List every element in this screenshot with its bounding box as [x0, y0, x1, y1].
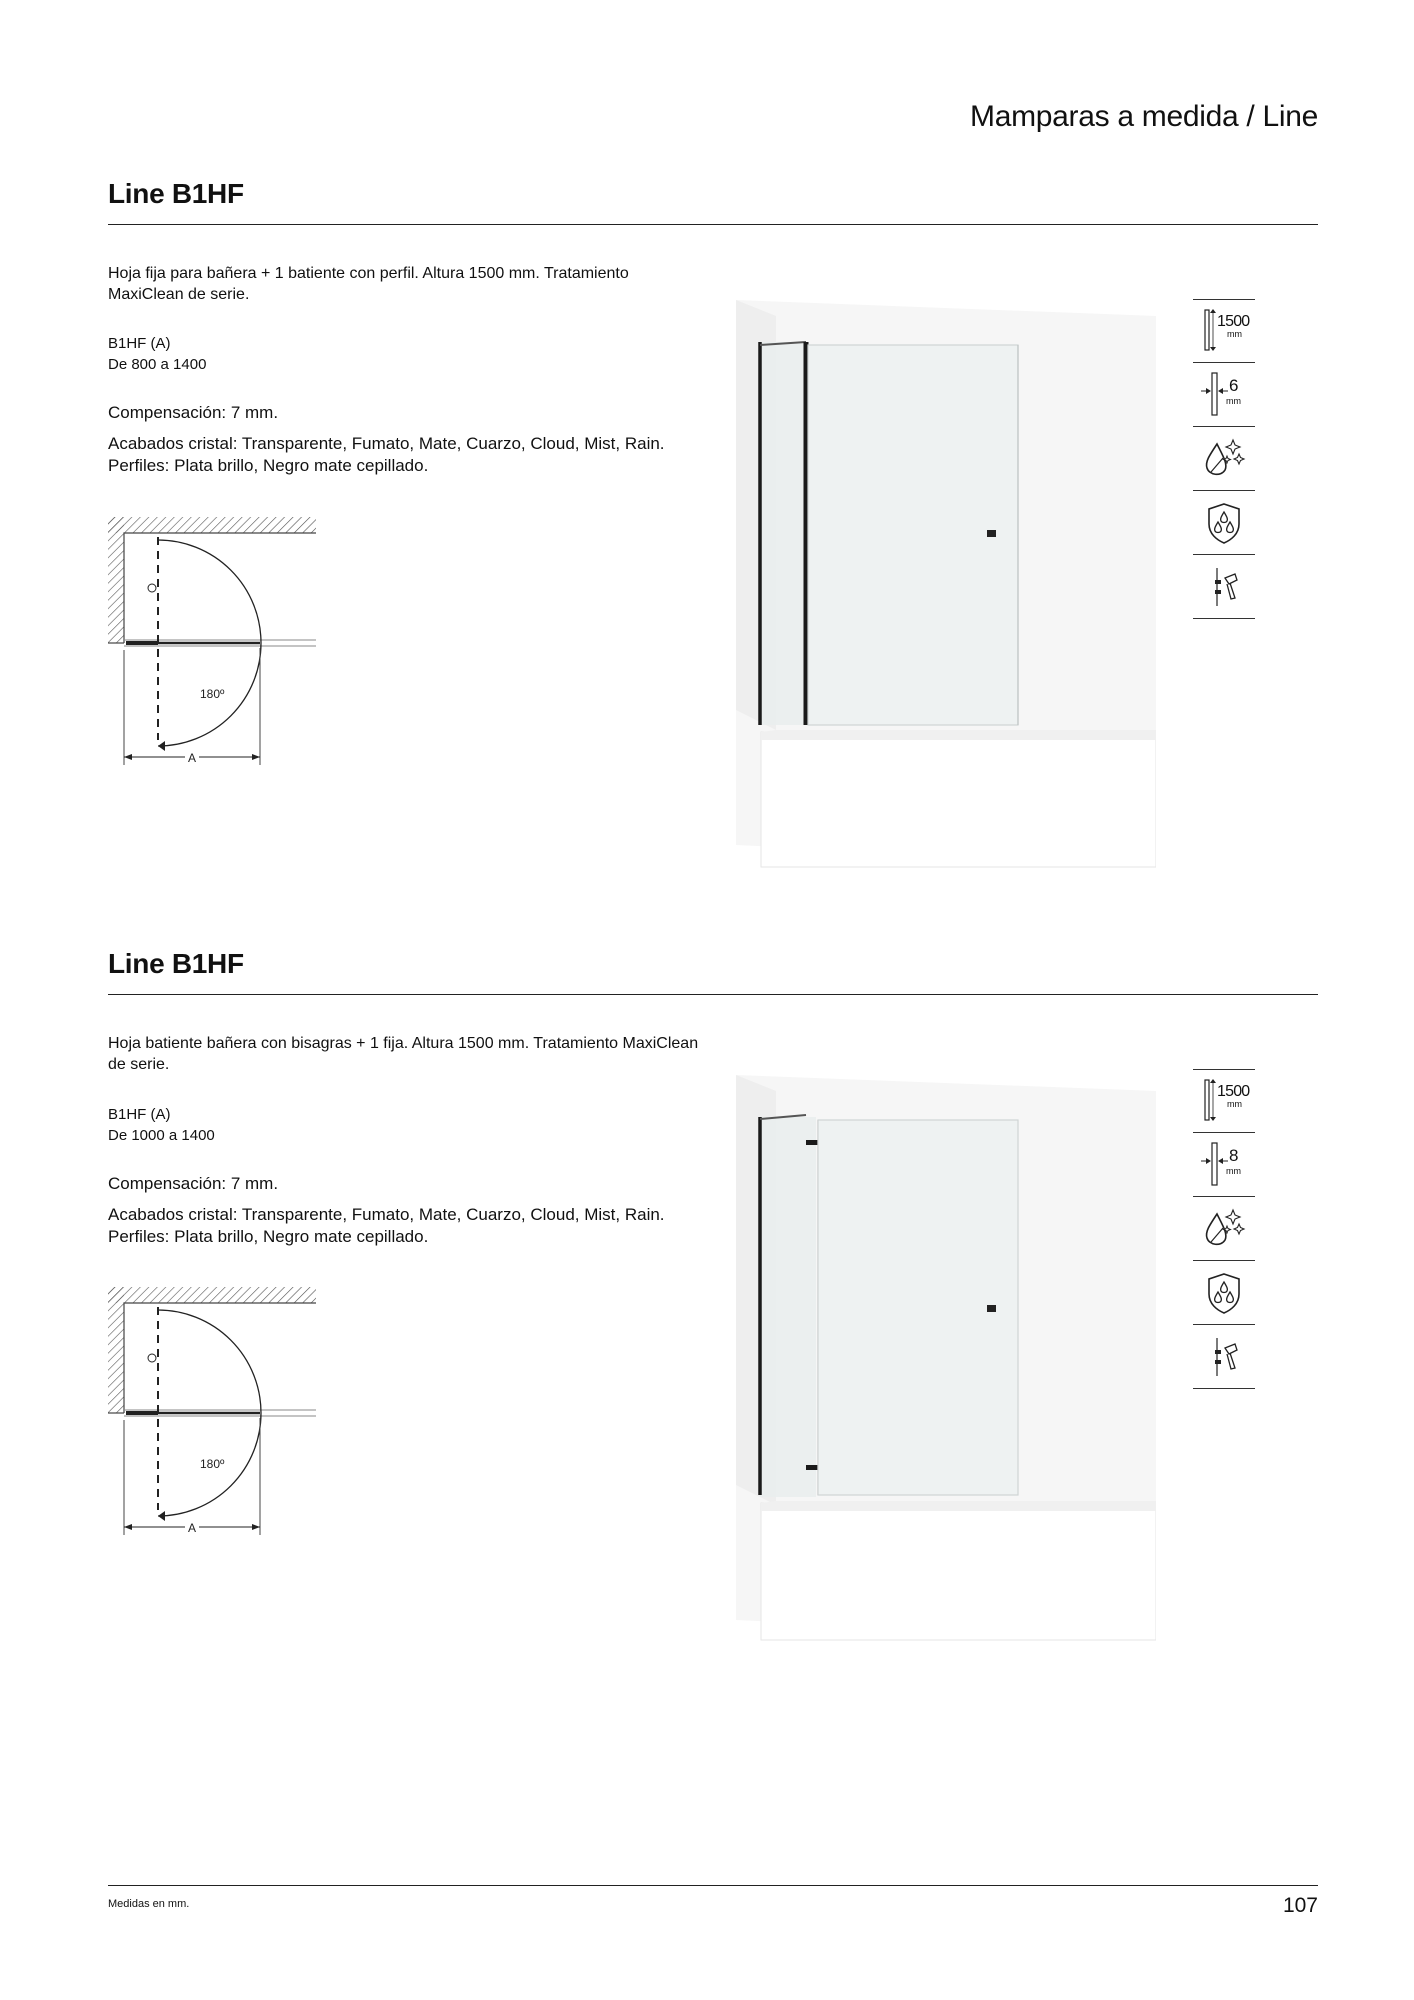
- thickness-value: 6: [1229, 376, 1239, 395]
- installation-spec: [1193, 1325, 1255, 1389]
- thickness-value: 8: [1229, 1146, 1239, 1165]
- product-photo: [736, 300, 1156, 870]
- height-icon: [1193, 1070, 1255, 1132]
- product-description: Hoja batiente bañera con bisagras + 1 fija. Altura 1500 mm. Tratamiento MaxiClean de serie.: [108, 1035, 699, 1073]
- glass-finishes-text: Acabados cristal: Transparente, Fumato, Mate, Cuarzo, Cloud, Mist, Rain.: [108, 434, 665, 453]
- profiles-text: Perfiles: Plata brillo, Negro mate cepillado.: [108, 456, 429, 475]
- model-range: De 1000 a 1400: [108, 1127, 215, 1144]
- height-unit: mm: [1227, 329, 1242, 339]
- model-code: B1HF (A): [108, 1106, 171, 1123]
- footer-note: Medidas en mm.: [108, 1898, 190, 1910]
- thickness-spec: [1193, 1133, 1255, 1197]
- maxiclean-icon: [1199, 1204, 1249, 1254]
- height-spec: [1193, 1069, 1255, 1133]
- dimension-label: A: [187, 1521, 197, 1535]
- section-title: Line B1HF: [108, 178, 244, 209]
- glass-thickness-icon: [1193, 363, 1255, 425]
- compensation-text: Compensación: 7 mm.: [108, 1174, 279, 1193]
- glass-thickness-icon: [1193, 1133, 1255, 1195]
- water-shield-icon: [1199, 498, 1249, 548]
- door-handle: [987, 1305, 996, 1312]
- model-range: De 800 a 1400: [108, 356, 207, 373]
- plan-diagram: [108, 1285, 318, 1535]
- maxiclean-spec: [1193, 1197, 1255, 1261]
- product-photo: [736, 1075, 1156, 1645]
- wall-hatch-side: [108, 1287, 124, 1413]
- wall-hatch-top: [108, 1287, 316, 1303]
- glass-finishes-text: Acabados cristal: Transparente, Fumato, Mate, Cuarzo, Cloud, Mist, Rain.: [108, 1205, 665, 1224]
- water-shield-icon: [1199, 1268, 1249, 1318]
- water-shield-spec: [1193, 1261, 1255, 1325]
- water-shield-spec: [1193, 491, 1255, 555]
- profiles-text: Perfiles: Plata brillo, Negro mate cepillado.: [108, 1227, 429, 1246]
- maxiclean-spec: [1193, 427, 1255, 491]
- glass-door: [808, 345, 1018, 725]
- thickness-unit: mm: [1226, 1166, 1241, 1176]
- height-spec: [1193, 299, 1255, 363]
- spec-icons: [1193, 1069, 1255, 1389]
- model-code: B1HF (A): [108, 335, 171, 352]
- installation-spec: [1193, 555, 1255, 619]
- footer-divider: [108, 1885, 1318, 1886]
- compensation-text: Compensación: 7 mm.: [108, 403, 279, 422]
- swing-angle-label: 180º: [200, 687, 225, 701]
- page-header-title: Mamparas a medida / Line: [970, 100, 1318, 133]
- height-icon: [1193, 300, 1255, 362]
- thickness-spec: [1193, 363, 1255, 427]
- plan-diagram: [108, 515, 318, 765]
- spec-icons: [1193, 299, 1255, 619]
- section-divider: [108, 224, 1318, 225]
- height-value: 1500: [1217, 313, 1250, 330]
- door-handle: [987, 530, 996, 537]
- height-value: 1500: [1217, 1083, 1250, 1100]
- swing-angle-label: 180º: [200, 1457, 225, 1471]
- wall-hatch-top: [108, 517, 316, 533]
- page-number: 107: [1282, 1894, 1318, 1917]
- installation-icon: [1199, 1332, 1249, 1382]
- section-title: Line B1HF: [108, 948, 244, 979]
- wall-hatch-side: [108, 517, 124, 643]
- dimension-label: A: [187, 751, 197, 765]
- installation-icon: [1199, 562, 1249, 612]
- product-description: Hoja fija para bañera + 1 batiente con perfil. Altura 1500 mm. Tratamiento MaxiClean de serie.: [108, 265, 629, 303]
- thickness-unit: mm: [1226, 396, 1241, 406]
- height-unit: mm: [1227, 1099, 1242, 1109]
- section-divider: [108, 994, 1318, 995]
- maxiclean-icon: [1199, 434, 1249, 484]
